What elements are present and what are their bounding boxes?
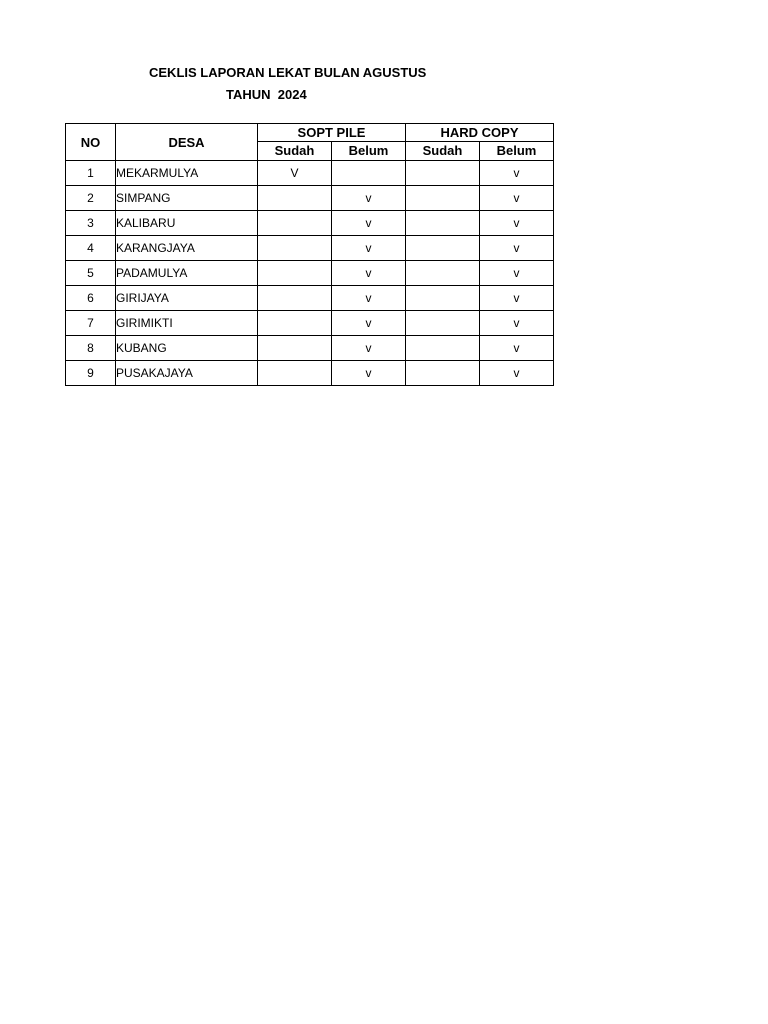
row-desa: PADAMULYA — [116, 261, 258, 286]
hard-copy-sudah-cell — [406, 161, 480, 186]
hard-copy-sudah-cell — [406, 186, 480, 211]
row-desa: KARANGJAYA — [116, 236, 258, 261]
row-number: 6 — [66, 286, 116, 311]
sopt-pile-sudah-cell — [258, 361, 332, 386]
sopt-pile-sudah-cell — [258, 261, 332, 286]
hard-copy-belum-cell: v — [480, 336, 554, 361]
row-desa: KALIBARU — [116, 211, 258, 236]
document-title: CEKLIS LAPORAN LEKAT BULAN AGUSTUS — [149, 65, 427, 80]
sopt-pile-sudah-cell — [258, 311, 332, 336]
hard-copy-belum-cell: v — [480, 286, 554, 311]
sopt-pile-belum-cell: v — [332, 361, 406, 386]
hard-copy-sudah-cell — [406, 311, 480, 336]
table-row — [66, 161, 554, 186]
table-row — [66, 186, 554, 211]
hard-copy-belum-cell: v — [480, 361, 554, 386]
sopt-pile-sudah-cell — [258, 286, 332, 311]
row-number: 5 — [66, 261, 116, 286]
row-desa: PUSAKAJAYA — [116, 361, 258, 386]
sopt-pile-sudah-cell: V — [258, 161, 332, 186]
header-no: NO — [66, 124, 116, 161]
hard-copy-belum-cell: v — [480, 311, 554, 336]
sopt-pile-sudah-cell — [258, 236, 332, 261]
checklist-table — [65, 123, 554, 386]
hard-copy-belum-cell: v — [480, 211, 554, 236]
sopt-pile-sudah-cell — [258, 211, 332, 236]
row-desa: KUBANG — [116, 336, 258, 361]
sopt-pile-belum-cell: v — [332, 311, 406, 336]
document-subtitle: TAHUN 2024 — [226, 87, 307, 102]
header-row — [66, 124, 554, 142]
hard-copy-sudah-cell — [406, 336, 480, 361]
table-row — [66, 236, 554, 261]
hard-copy-sudah-cell — [406, 286, 480, 311]
row-number: 7 — [66, 311, 116, 336]
table-row — [66, 361, 554, 386]
row-number: 4 — [66, 236, 116, 261]
sopt-pile-belum-cell: v — [332, 236, 406, 261]
sopt-pile-belum-cell: v — [332, 186, 406, 211]
sopt-pile-sudah-cell — [258, 336, 332, 361]
row-desa: SIMPANG — [116, 186, 258, 211]
table-row — [66, 286, 554, 311]
sopt-pile-belum-cell: v — [332, 336, 406, 361]
sopt-pile-belum-cell: v — [332, 286, 406, 311]
sopt-pile-belum-cell: v — [332, 261, 406, 286]
header-hard-copy: HARD COPY — [406, 124, 554, 142]
hard-copy-sudah-cell — [406, 236, 480, 261]
row-desa: GIRIJAYA — [116, 286, 258, 311]
hard-copy-belum-cell: v — [480, 161, 554, 186]
row-desa: GIRIMIKTI — [116, 311, 258, 336]
table-row — [66, 211, 554, 236]
row-desa: MEKARMULYA — [116, 161, 258, 186]
hard-copy-belum-cell: v — [480, 186, 554, 211]
table-row — [66, 336, 554, 361]
hard-copy-belum-cell: v — [480, 236, 554, 261]
row-number: 3 — [66, 211, 116, 236]
row-number: 1 — [66, 161, 116, 186]
table-row — [66, 261, 554, 286]
row-number: 8 — [66, 336, 116, 361]
header-sopt-pile-sudah: Sudah — [258, 142, 332, 161]
header-hard-copy-sudah: Sudah — [406, 142, 480, 161]
hard-copy-belum-cell: v — [480, 261, 554, 286]
hard-copy-sudah-cell — [406, 211, 480, 236]
hard-copy-sudah-cell — [406, 361, 480, 386]
sopt-pile-sudah-cell — [258, 186, 332, 211]
header-desa: DESA — [116, 124, 258, 161]
table-row — [66, 311, 554, 336]
header-hard-copy-belum: Belum — [480, 142, 554, 161]
row-number: 9 — [66, 361, 116, 386]
sopt-pile-belum-cell: v — [332, 211, 406, 236]
hard-copy-sudah-cell — [406, 261, 480, 286]
row-number: 2 — [66, 186, 116, 211]
header-sopt-pile-belum: Belum — [332, 142, 406, 161]
sopt-pile-belum-cell — [332, 161, 406, 186]
header-sopt-pile: SOPT PILE — [258, 124, 406, 142]
